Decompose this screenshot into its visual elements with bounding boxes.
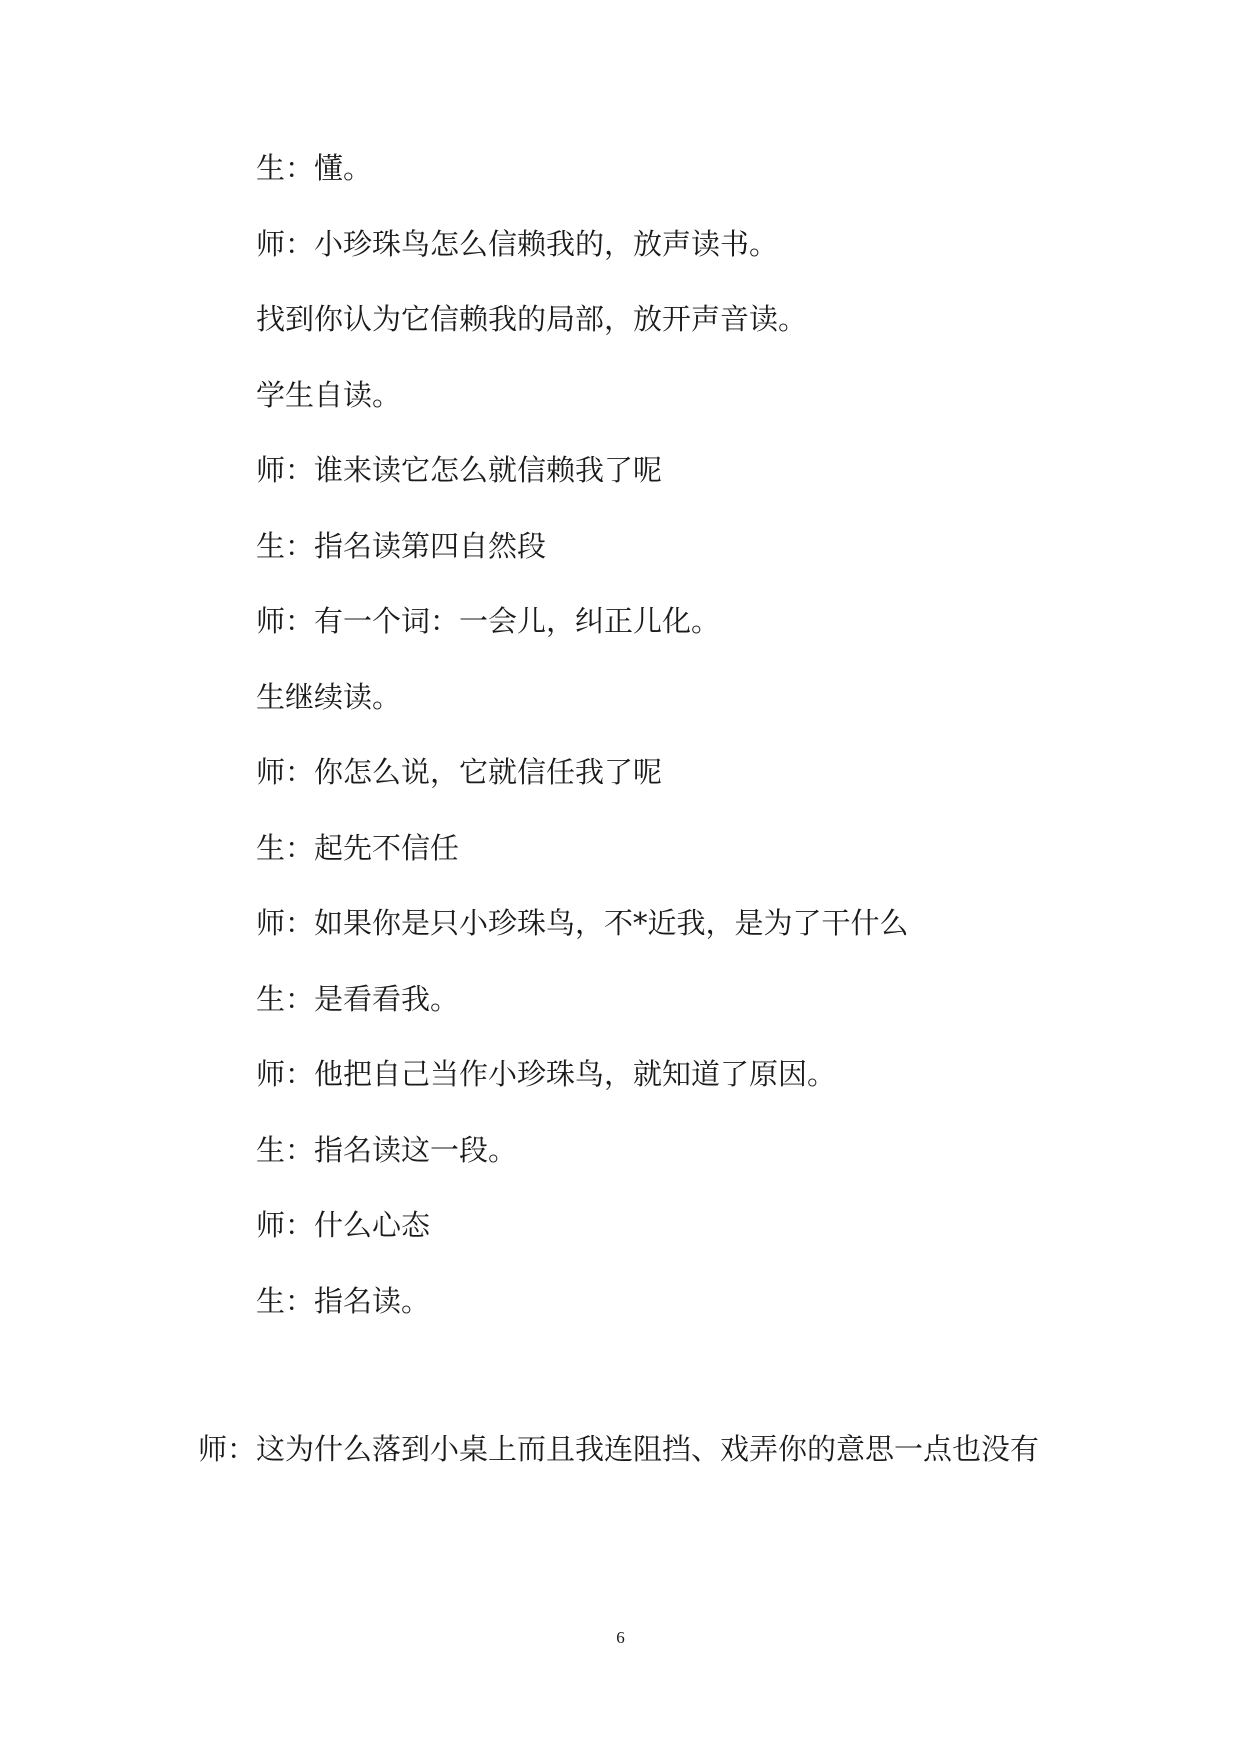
paragraph: 师：这为什么落到小桌上而且我连阻挡、戏弄你的意思一点也没有 (198, 1432, 1040, 1466)
paragraph: 师：小珍珠鸟怎么信赖我的，放声读书。 (256, 227, 779, 261)
paragraph: 找到你认为它信赖我的局部，放开声音读。 (256, 302, 808, 336)
paragraph: 师：你怎么说，它就信任我了呢 (256, 755, 663, 789)
page-number: 6 (616, 1628, 625, 1647)
paragraph: 生：指名读。 (256, 1284, 431, 1318)
paragraph: 生继续读。 (256, 680, 402, 714)
paragraph: 生：懂。 (256, 151, 373, 185)
paragraph: 生：指名读第四自然段 (256, 529, 547, 563)
paragraph: 师：谁来读它怎么就信赖我了呢 (256, 453, 663, 487)
paragraph: 生：指名读这一段。 (256, 1133, 518, 1167)
paragraph: 学生自读。 (256, 378, 402, 412)
paragraph: 生：起先不信任 (256, 831, 460, 865)
paragraph: 师：有一个词：一会儿，纠正儿化。 (256, 604, 721, 638)
paragraph: 师：什么心态 (256, 1208, 431, 1242)
paragraph: 师：他把自己当作小珍珠鸟，就知道了原因。 (256, 1057, 837, 1091)
paragraph: 生：是看看我。 (256, 982, 460, 1016)
paragraph: 师：如果你是只小珍珠鸟，不*近我，是为了干什么 (256, 906, 909, 940)
